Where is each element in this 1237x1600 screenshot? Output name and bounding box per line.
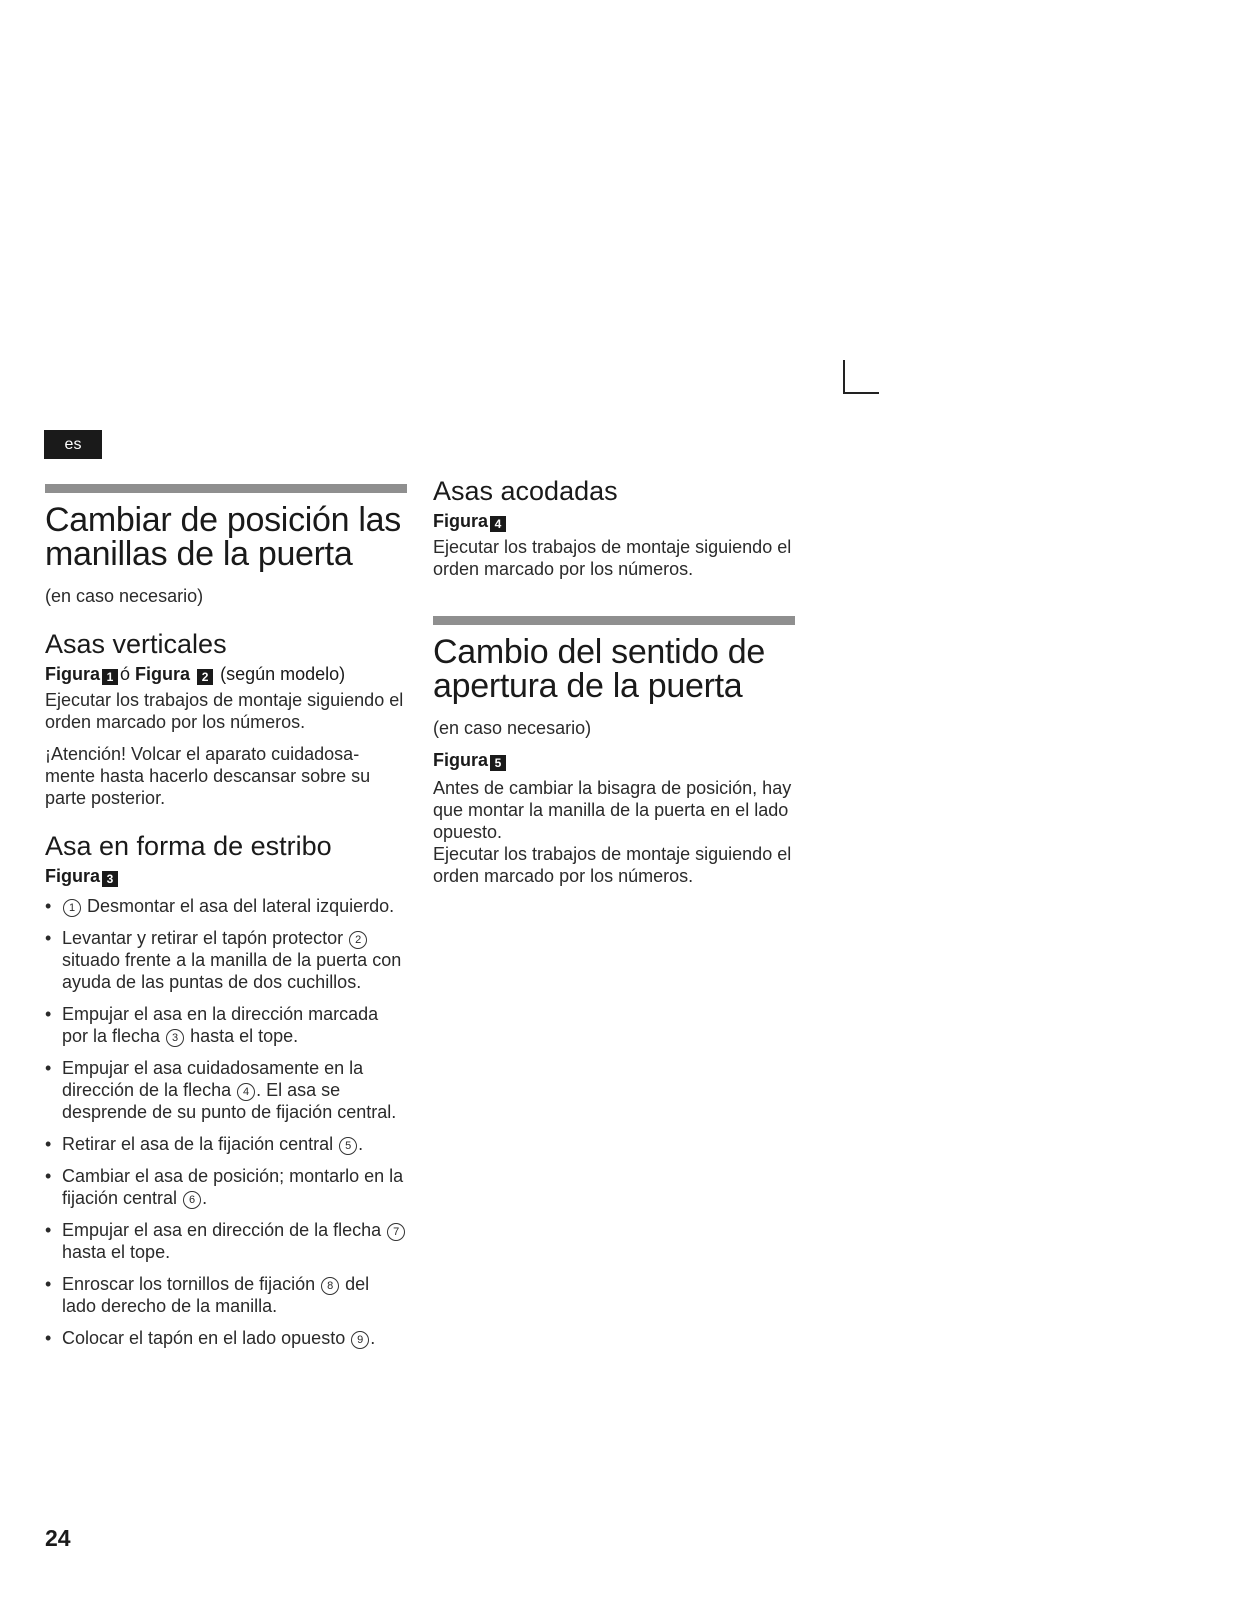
heading-elbow-handles: Asas acodadas [433, 476, 618, 506]
figure-label: Figura [45, 664, 101, 684]
warning-text: ¡Atención! Volcar el aparato cuidadosa-mente hasta hacerlo descansar sobre su parte posterior. [45, 744, 371, 808]
step-number-circle: 8 [321, 1277, 339, 1295]
figure-label: Figura [135, 664, 191, 684]
step-number-circle: 6 [183, 1191, 201, 1209]
list-item: • Colocar el tapón en el lado opuesto 9 . [45, 1327, 407, 1349]
figure-note: (según modelo) [220, 664, 346, 684]
left-column [45, 484, 407, 1359]
figure-number-box: 2 [197, 669, 213, 685]
step-number-circle: 5 [339, 1137, 357, 1155]
section-rule [433, 616, 795, 625]
instruction-text: Ejecutar los trabajos de montaje siguiendo el orden marcado por los números. [433, 844, 792, 886]
figure-number-box: 3 [102, 871, 118, 887]
heading-vertical-handles: Asas verticales [45, 629, 227, 659]
step-number-circle: 7 [387, 1223, 405, 1241]
figure-number-box: 4 [490, 516, 506, 532]
figure-label: Figura [45, 866, 101, 886]
figure-or: ó [120, 664, 131, 684]
steps-list [45, 895, 407, 1349]
language-tab: es [44, 430, 102, 459]
page-number: 24 [45, 1525, 71, 1551]
step-number-circle: 2 [349, 931, 367, 949]
figure-number-box: 1 [102, 669, 118, 685]
list-item: • 1 Desmontar el asa del lateral izquierdo. [45, 895, 407, 917]
step-number-circle: 4 [237, 1083, 255, 1101]
list-item: • Retirar el asa de la fijación central 5 . [45, 1133, 407, 1155]
instruction-text: Antes de cambiar la bisagra de posición, hay que montar la manilla de la puerta en el lado opuesto. [433, 778, 792, 842]
section-title-handles: Cambiar de posición las manillas de la puerta [45, 501, 401, 573]
list-item: • Empujar el asa en dirección de la flecha 7 hasta el tope. [45, 1219, 407, 1263]
section-rule [45, 484, 407, 493]
figure-label: Figura [433, 750, 489, 770]
list-item: • Empujar el asa cuidadosamente en la dirección de la flecha 4 . El asa se desprende de su punto de fijación central. [45, 1057, 407, 1123]
list-item: • Enroscar los tornillos de fijación 8 del lado derecho de la manilla. [45, 1273, 407, 1317]
section-subtitle: (en caso necesario) [45, 586, 204, 606]
list-item: • Empujar el asa en la dirección marcada por la flecha 3 hasta el tope. [45, 1003, 407, 1047]
step-number-circle: 9 [351, 1331, 369, 1349]
list-item: • Cambiar el asa de posición; montarlo en la fijación central 6 . [45, 1165, 407, 1209]
list-item: • Levantar y retirar el tapón protector 2 situado frente a la manilla de la puerta con ayuda de las puntas de dos cuchillos. [45, 927, 407, 993]
figure-label: Figura [433, 511, 489, 531]
heading-stirrup-handle: Asa en forma de estribo [45, 831, 332, 861]
figure-reference-3 [45, 865, 407, 887]
section-title-door: Cambio del sentido de apertura de la puerta [433, 633, 766, 705]
instruction-text: Ejecutar los trabajos de montaje siguiendo el orden marcado por los números. [433, 537, 792, 579]
step-number-circle: 1 [63, 899, 81, 917]
figure-reference-5 [433, 749, 795, 771]
section-subtitle: (en caso necesario) [433, 718, 592, 738]
figure-reference-1-2 [45, 663, 407, 685]
figure-reference-4 [433, 510, 795, 532]
crop-mark [843, 360, 879, 394]
right-column [433, 476, 795, 887]
figure-number-box: 5 [490, 755, 506, 771]
instruction-text: Ejecutar los trabajos de montaje siguiendo el orden marcado por los números. [45, 690, 404, 732]
step-number-circle: 3 [166, 1029, 184, 1047]
